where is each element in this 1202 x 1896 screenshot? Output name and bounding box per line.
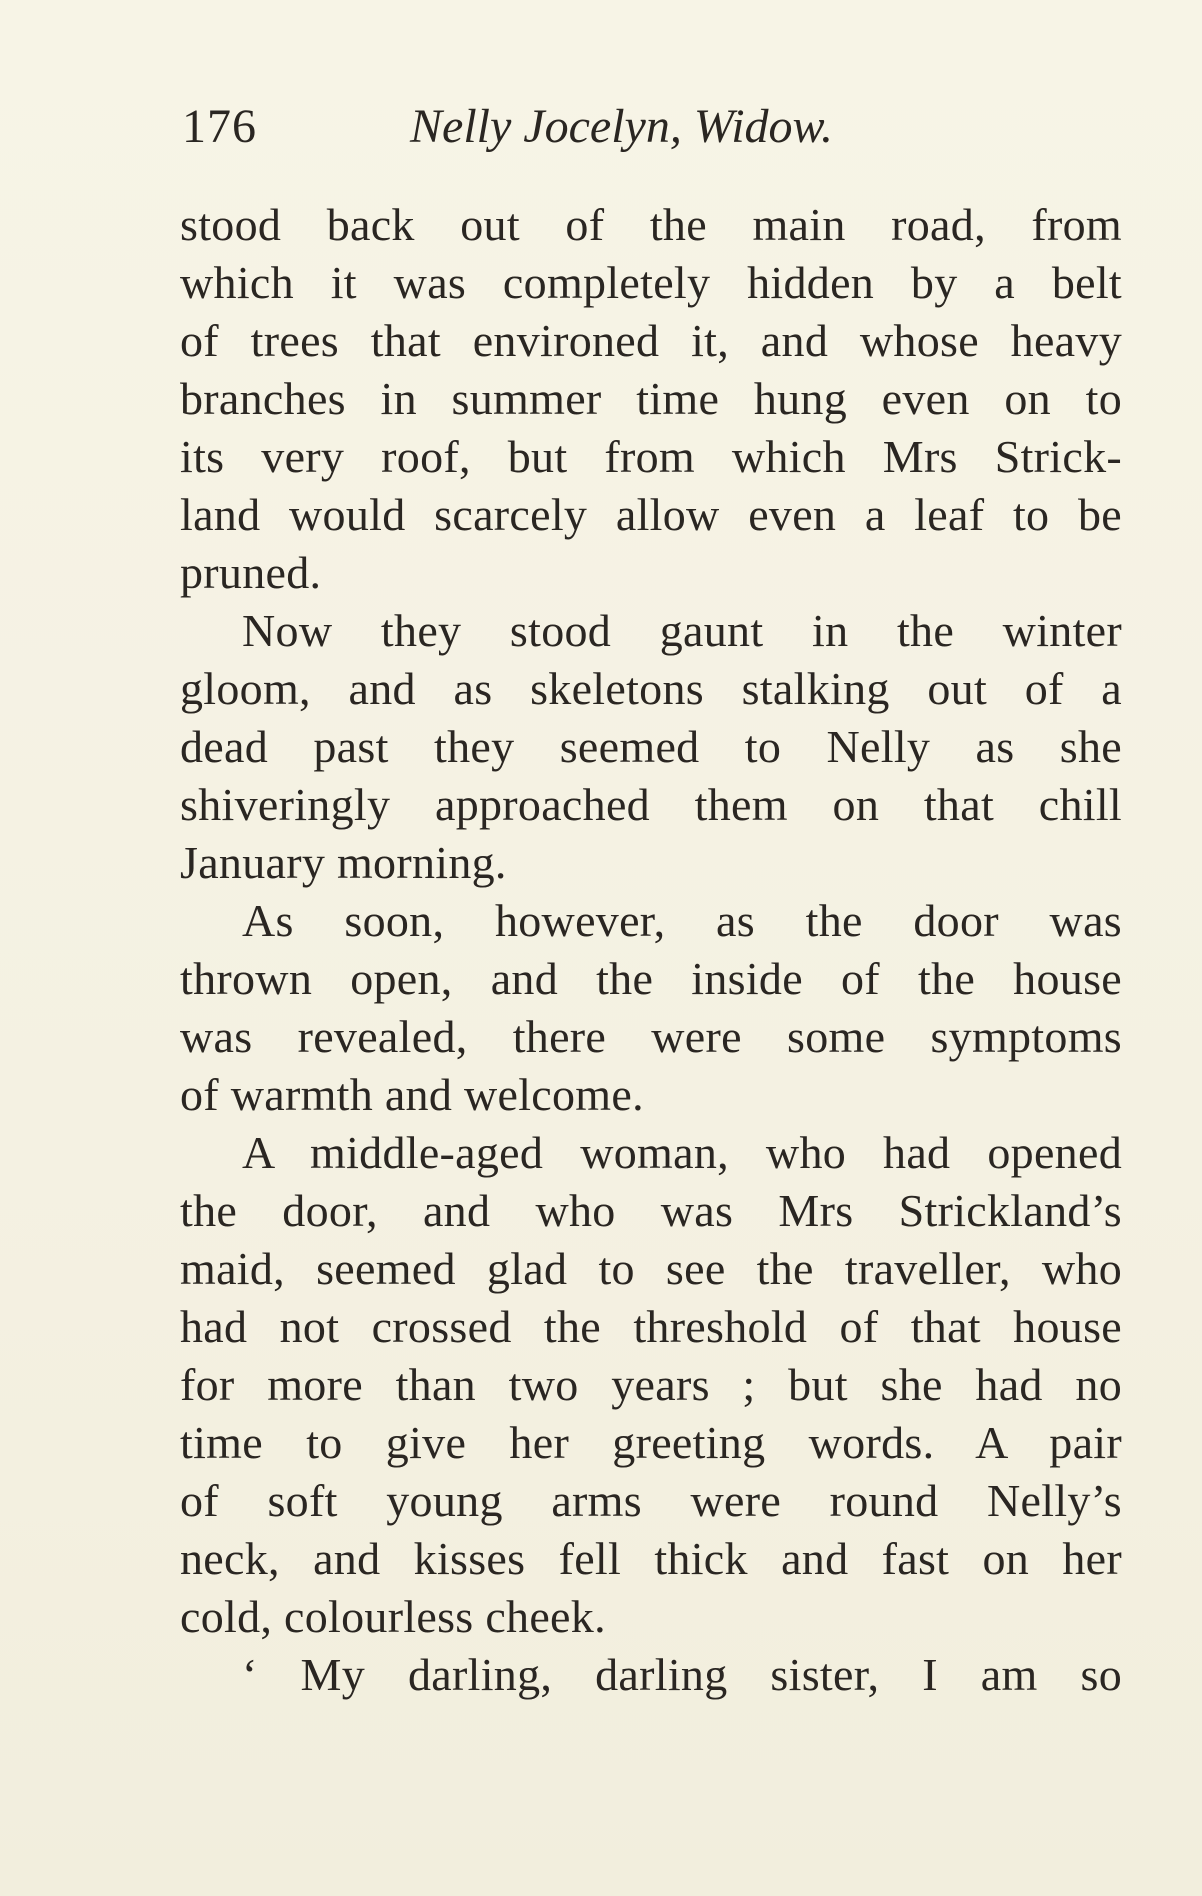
text-line: branches in summer time hung even on to	[180, 373, 1122, 424]
text-line: neck, and kisses fell thick and fast on her	[180, 1533, 1122, 1584]
text-line: January morning.	[180, 837, 507, 888]
paragraph-start-line: Now they stood gaunt in the winter	[242, 605, 1122, 656]
page-header	[182, 92, 942, 162]
text-line: had not crossed the threshold of that house	[180, 1301, 1122, 1352]
text-line: its very roof, but from which Mrs Strick-	[180, 431, 1122, 482]
text-line: maid, seemed glad to see the traveller, who	[180, 1243, 1122, 1294]
text-line: time to give her greeting words. A pair	[180, 1417, 1122, 1468]
text-line: the door, and who was Mrs Strickland’s	[180, 1185, 1122, 1236]
paragraph-start-line: A middle-aged woman, who had opened	[242, 1127, 1122, 1178]
paragraph-start-line: As soon, however, as the door was	[242, 895, 1122, 946]
text-line: of soft young arms were round Nelly’s	[180, 1475, 1122, 1526]
running-title: Nelly Jocelyn, Widow.	[410, 100, 833, 153]
text-line: dead past they seemed to Nelly as she	[180, 721, 1122, 772]
text-line: shiveringly approached them on that chill	[180, 779, 1122, 830]
text-line: pruned.	[180, 547, 322, 598]
text-line: cold, colourless cheek.	[180, 1591, 606, 1642]
paragraph-start-line: ‘ My darling, darling sister, I am so	[242, 1649, 1122, 1700]
page-number: 176	[182, 100, 257, 153]
text-line: which it was completely hidden by a belt	[180, 257, 1122, 308]
body-text	[180, 196, 1122, 1704]
text-line: stood back out of the main road, from	[180, 199, 1122, 250]
text-line: land would scarcely allow even a leaf to be	[180, 489, 1122, 540]
text-line: was revealed, there were some symptoms	[180, 1011, 1122, 1062]
text-line: of trees that environed it, and whose heavy	[180, 315, 1122, 366]
text-line: gloom, and as skeletons stalking out of a	[180, 663, 1122, 714]
text-line: of warmth and welcome.	[180, 1069, 644, 1120]
text-line: for more than two years ; but she had no	[180, 1359, 1122, 1410]
text-line: thrown open, and the inside of the house	[180, 953, 1122, 1004]
